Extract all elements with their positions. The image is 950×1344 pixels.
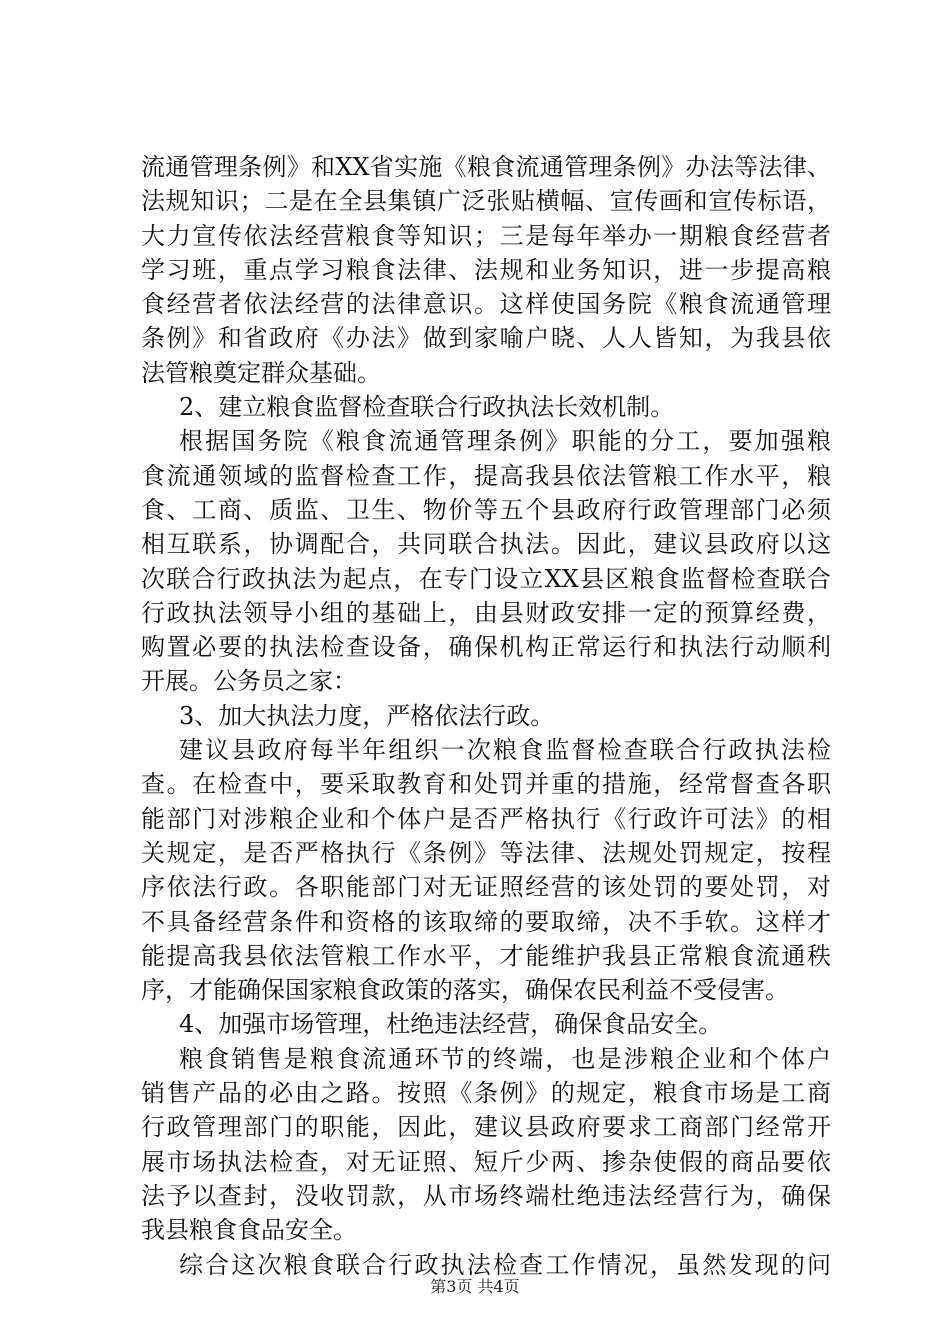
- text-line: 购置必要的执法检查设备，确保机构正常运行和执法行动顺利: [141, 633, 831, 662]
- text-line: 行政执法领导小组的基础上，由县财政安排一定的预算经费，: [141, 598, 831, 627]
- text-line: 粮食销售是粮食流通环节的终端，也是涉粮企业和个体户: [179, 1044, 831, 1073]
- text-line: 条例》和省政府《办法》做到家喻户晓、人人皆知，为我县依: [141, 324, 831, 353]
- text-line: 大力宣传依法经营粮食等知识；三是每年举办一期粮食经营者: [141, 221, 831, 250]
- text-line: 流通管理条例》和XX省实施《粮食流通管理条例》办法等法律、: [141, 153, 831, 181]
- text-line: 食、工商、质监、卫生、物价等五个县政府行政管理部门必须: [141, 495, 831, 524]
- text-line: 序，才能确保国家粮食政策的落实，确保农民利益不受侵害。: [141, 976, 789, 1005]
- text-line: 次联合行政执法为起点，在专门设立XX县区粮食监督检查联合: [141, 564, 831, 593]
- text-line: 法予以查封，没收罚款，从市场终端杜绝违法经营行为，确保: [141, 1181, 831, 1210]
- section-heading: 3、加大执法力度，严格依法行政。: [179, 701, 555, 730]
- text-line: 行政管理部门的职能，因此，建议县政府要求工商部门经常开: [141, 1113, 831, 1142]
- text-line: 相互联系，协调配合，共同联合执法。因此，建议县政府以这: [141, 530, 831, 559]
- text-line: 综合这次粮食联合行政执法检查工作情况，虽然发现的问: [179, 1250, 831, 1279]
- text-line: 食流通领域的监督检查工作，提高我县依法管粮工作水平，粮: [141, 461, 831, 490]
- text-line: 我县粮食食品安全。: [141, 1216, 357, 1245]
- text-line: 序依法行政。各职能部门对无证照经营的该处罚的要处罚，对: [141, 873, 831, 902]
- text-line: 能部门对涉粮企业和个体户是否严格执行《行政许可法》的相: [141, 804, 831, 833]
- text-line: 销售产品的必由之路。按照《条例》的规定，粮食市场是工商: [141, 1079, 831, 1108]
- section-heading: 2、建立粮食监督检查联合行政执法长效机制。: [179, 393, 675, 422]
- text-line: 展市场执法检查，对无证照、短斤少两、掺杂使假的商品要依: [141, 1147, 831, 1176]
- text-line: 关规定，是否严格执行《条例》等法律、法规处罚规定，按程: [141, 838, 831, 867]
- text-line: 能提高我县依法管粮工作水平，才能维护我县正常粮食流通秩: [141, 941, 831, 970]
- text-line: 根据国务院《粮食流通管理条例》职能的分工，要加强粮: [179, 427, 831, 456]
- text-line: 建议县政府每半年组织一次粮食监督检查联合行政执法检: [179, 736, 831, 765]
- text-line: 不具备经营条件和资格的该取缔的要取缔，决不手软。这样才: [141, 907, 831, 936]
- text-line: 法规知识；二是在全县集镇广泛张贴横幅、宣传画和宣传标语，: [141, 187, 831, 216]
- text-line: 查。在检查中，要采取教育和处罚并重的措施，经常督查各职: [141, 770, 831, 799]
- section-heading: 4、加强市场管理，杜绝违法经营，确保食品安全。: [179, 1010, 723, 1039]
- page-footer: 第3页 共4页: [430, 1277, 520, 1296]
- text-line: 法管粮奠定群众基础。: [141, 358, 381, 387]
- document-body: [141, 150, 831, 1282]
- text-line: 学习班，重点学习粮食法律、法规和业务知识，进一步提高粮: [141, 255, 831, 284]
- text-line: 食经营者依法经营的法律意识。这样使国务院《粮食流通管理: [141, 290, 831, 319]
- text-line: 开展。公务员之家：: [141, 667, 357, 696]
